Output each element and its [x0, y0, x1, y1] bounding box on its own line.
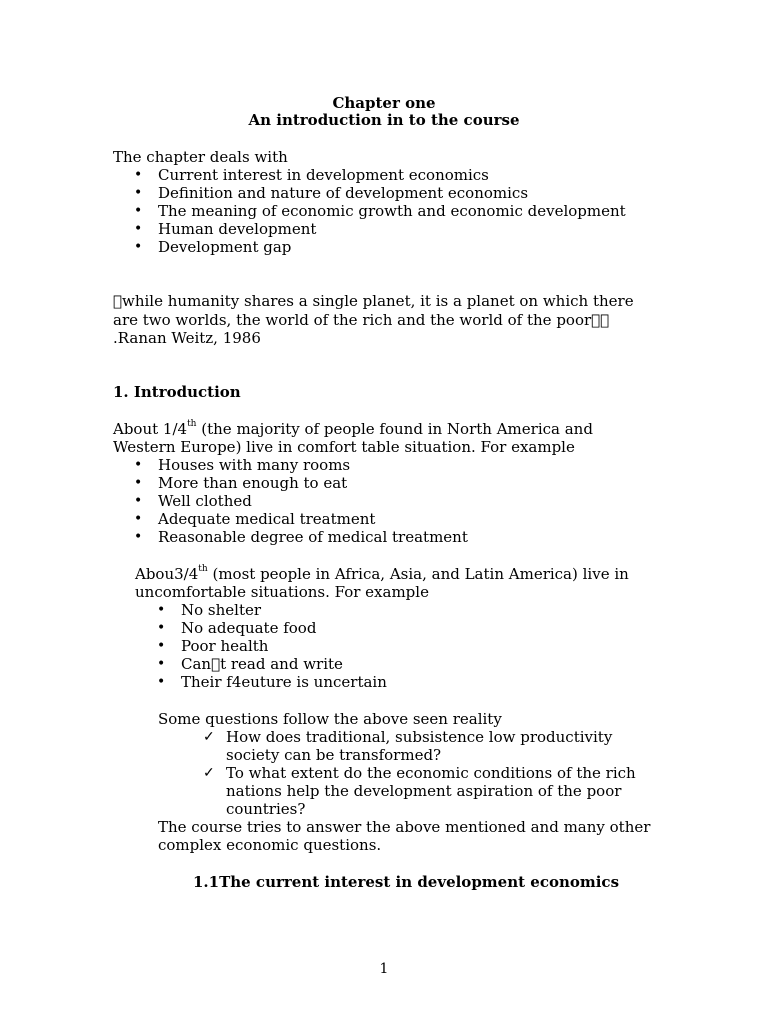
bullet-icon: • — [157, 656, 166, 672]
chapter-label: Chapter one — [332, 94, 436, 112]
checkmark-icon: ✓ — [203, 765, 215, 781]
bullet-icon: • — [134, 511, 143, 527]
list-item: Definition and nature of development economics — [158, 184, 529, 202]
paragraph-line: uncomfortable situations. For example — [135, 583, 429, 601]
questions-lead: Some questions follow the above seen reality — [158, 710, 502, 728]
bullet-icon: • — [134, 167, 143, 183]
bullet-icon: • — [157, 620, 166, 636]
section-heading: 1. Introduction — [113, 383, 241, 401]
bullet-icon: • — [134, 221, 143, 237]
bullet-icon: • — [134, 457, 143, 473]
question-line: society can be transformed? — [226, 746, 442, 764]
superscript: th — [187, 419, 197, 429]
list-item: Can t read and write — [181, 655, 343, 673]
paragraph-line — [113, 420, 593, 438]
checkmark-icon: ✓ — [203, 729, 215, 745]
bullet-icon: • — [134, 475, 143, 491]
list-item: Well clothed — [158, 492, 252, 510]
closing-line: complex economic questions. — [158, 836, 382, 854]
list-item: Human development — [158, 220, 317, 238]
paragraph-text: About 1/4 — [113, 420, 188, 438]
list-item: Their f4euture is uncertain — [181, 673, 387, 691]
bullet-icon: • — [134, 493, 143, 509]
quote-line:  while humanity shares a single planet, it is a planet on which there — [113, 292, 634, 310]
paragraph-text: (most people in Africa, Asia, and Latin America) live in — [207, 565, 629, 583]
bullet-icon: • — [157, 674, 166, 690]
list-item: Houses with many rooms — [158, 456, 351, 474]
bullet-icon: • — [157, 638, 166, 654]
bullet-icon: • — [134, 529, 143, 545]
bullet-icon: • — [134, 185, 143, 201]
list-item: Development gap — [158, 238, 292, 256]
bullet-icon: • — [134, 239, 143, 255]
question-line: countries? — [226, 800, 306, 818]
list-item: More than enough to eat — [158, 474, 348, 492]
list-item: No shelter — [181, 601, 262, 619]
list-item: Adequate medical treatment — [158, 510, 376, 528]
quote-line: are two worlds, the world of the rich and the world of the poor   — [113, 311, 610, 329]
list-item: Poor health — [181, 637, 269, 655]
paragraph-text: (the majority of people found in North America and — [196, 420, 593, 438]
bullet-icon: • — [134, 203, 143, 219]
list-item: Current interest in development economics — [158, 166, 489, 184]
paragraph-text: Abou3/4 — [135, 565, 199, 583]
question-line: To what extent do the economic conditions of the rich — [226, 764, 636, 782]
subsection-heading: 1.1The current interest in development economics — [193, 873, 620, 891]
paragraph-line — [135, 565, 629, 583]
list-item: Reasonable degree of medical treatment — [158, 528, 468, 546]
paragraph-line: Western Europe) live in comfort table situation. For example — [113, 438, 575, 456]
quote-attribution: .Ranan Weitz, 1986 — [113, 329, 261, 347]
chapter-title: An introduction in to the course — [248, 111, 520, 129]
intro-lead: The chapter deals with — [113, 148, 288, 166]
closing-line: The course tries to answer the above mentioned and many other — [158, 818, 651, 836]
list-item: The meaning of economic growth and economic development — [158, 202, 626, 220]
list-item: No adequate food — [181, 619, 317, 637]
question-line: How does traditional, subsistence low productivity — [226, 728, 613, 746]
bullet-icon: • — [157, 602, 166, 618]
page-number: 1 — [379, 961, 389, 977]
question-line: nations help the development aspiration of the poor — [226, 782, 622, 800]
superscript: th — [198, 564, 208, 574]
